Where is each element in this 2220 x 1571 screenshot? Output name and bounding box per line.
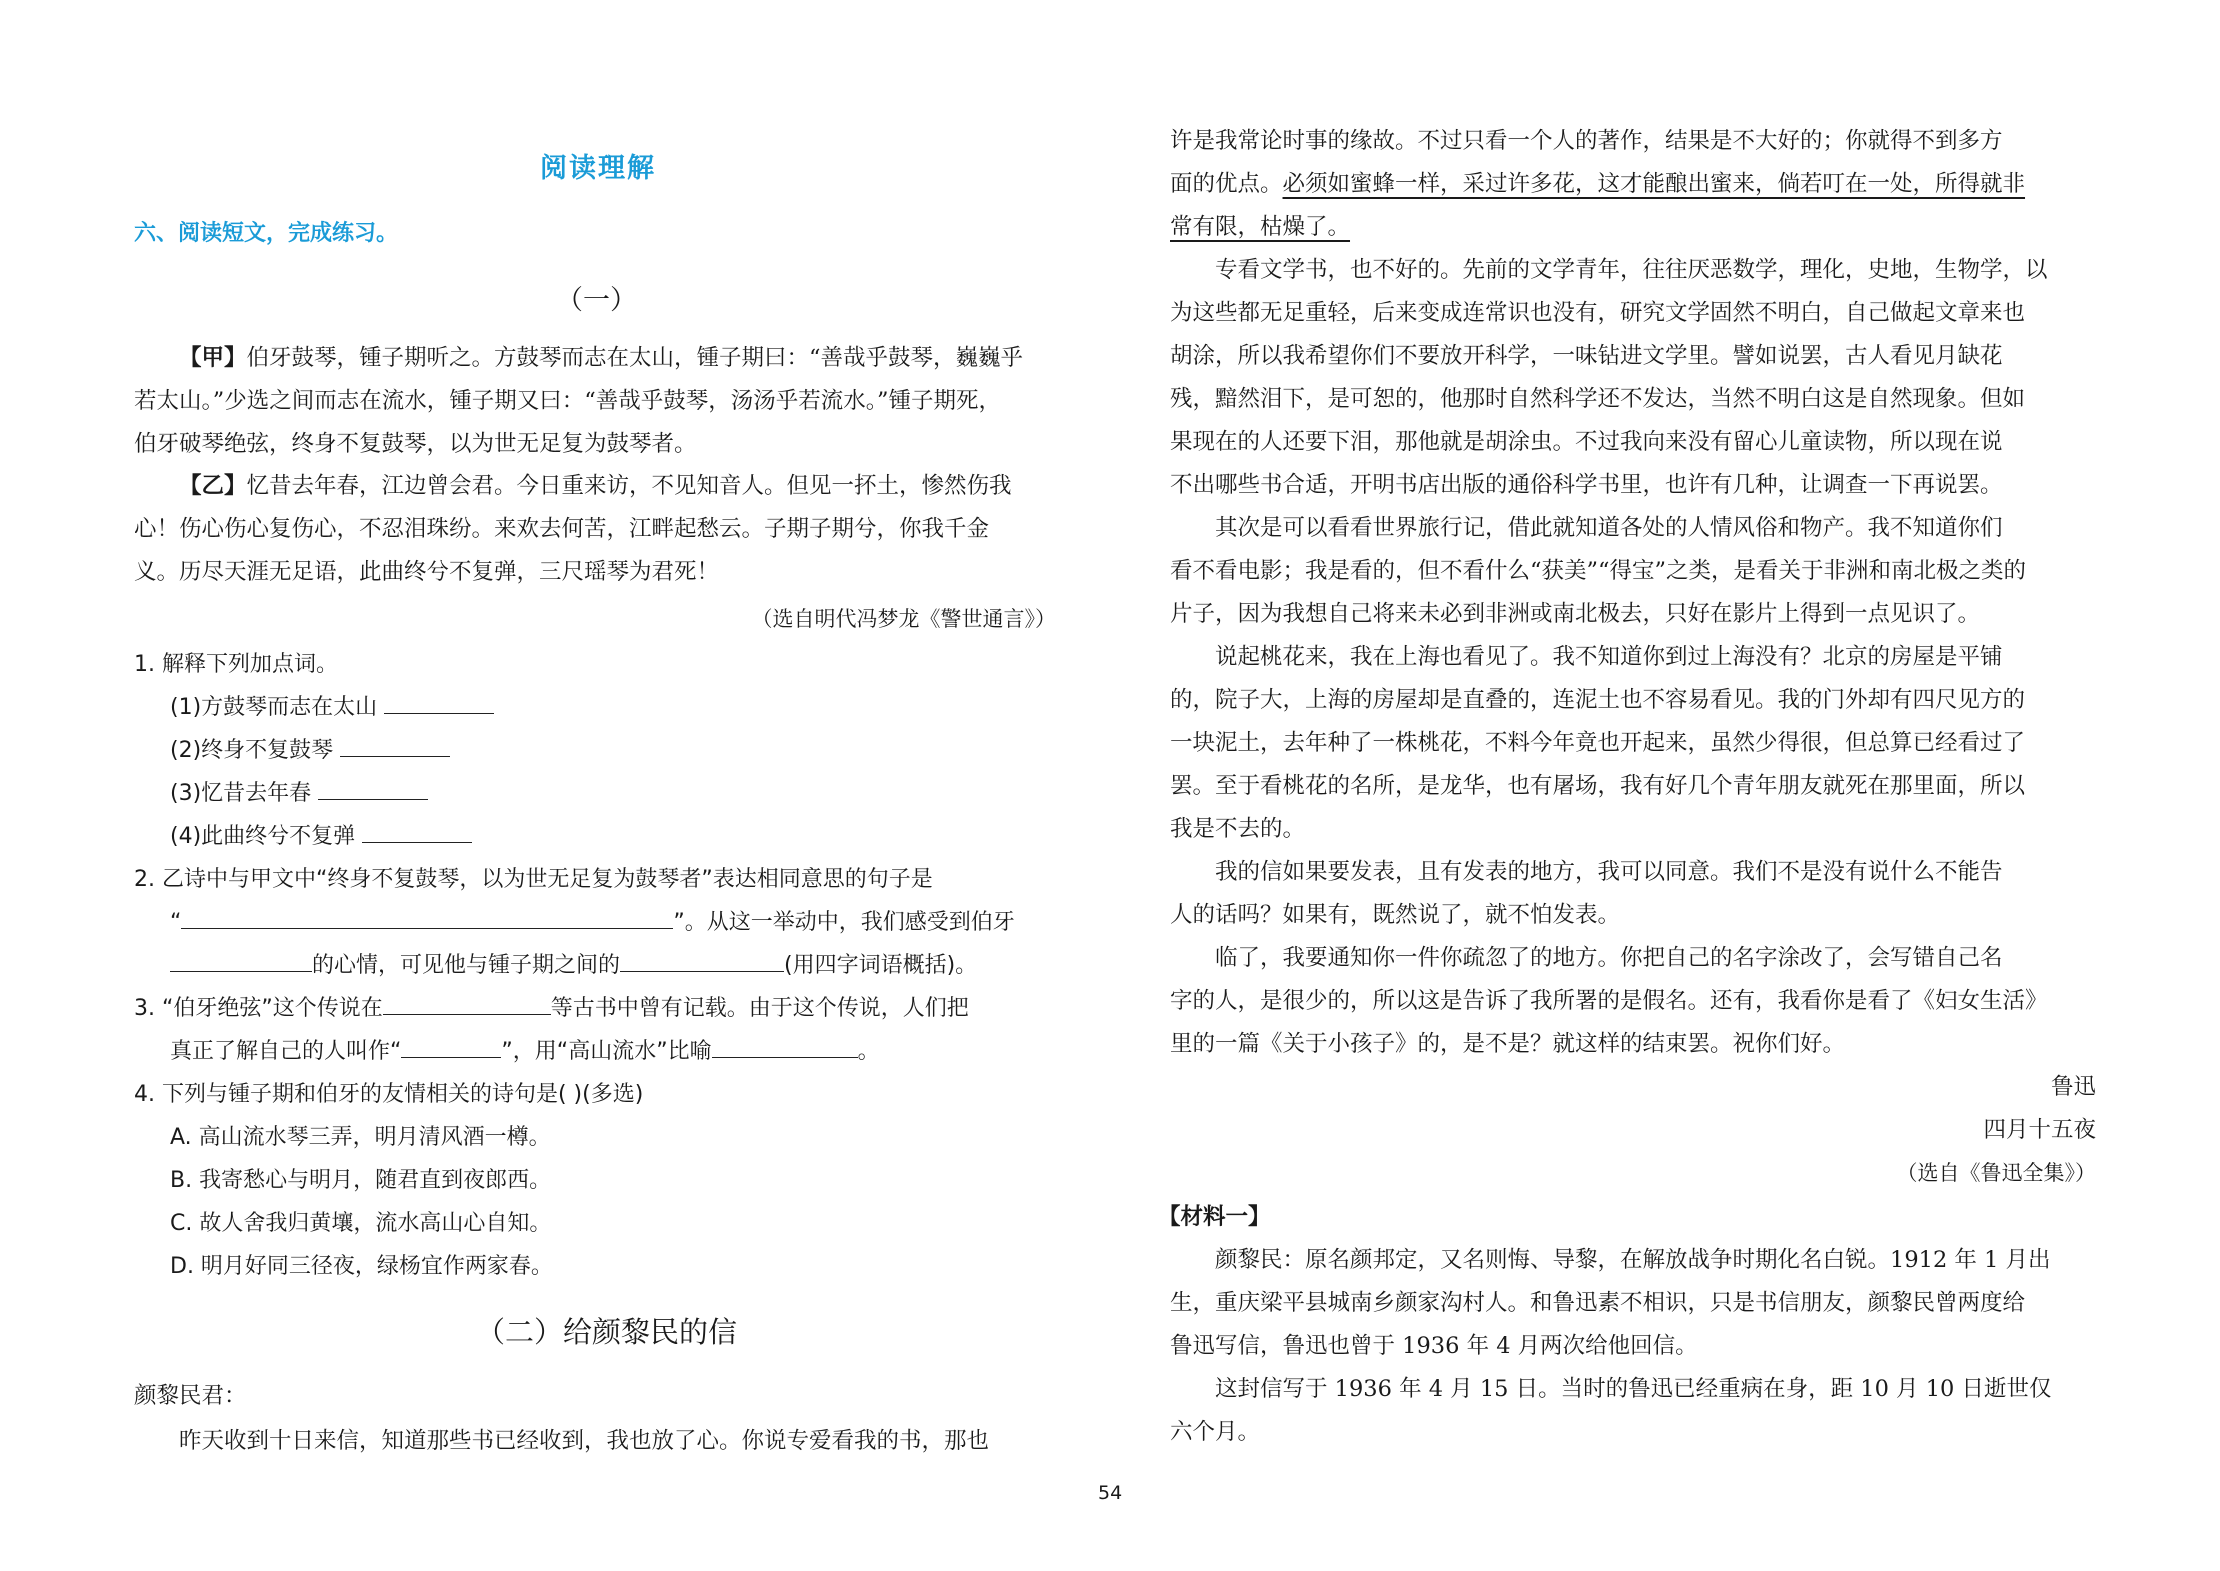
paragraph-line: 字的人，是很少的，所以这是告诉了我所署的是假名。还有，我看你是看了《妇女生活》	[1170, 988, 2048, 1014]
letter-line	[1170, 163, 2025, 206]
answer-blank[interactable]	[170, 949, 312, 972]
q1-item-1	[170, 690, 494, 721]
paragraph-line: 我是不去的。	[1170, 816, 1306, 842]
question-3	[134, 991, 969, 1022]
yi-label: 【乙】	[179, 473, 247, 499]
q3-text: ”，用“高山流水”比喻	[501, 1039, 712, 1064]
option-d[interactable]: D. 明月好同三径夜，绿杨宜作两家春。	[170, 1254, 553, 1279]
paragraph-line: 的，院子大，上海的房屋却是直叠的，连泥土也不容易看见。我的门外却有四尺见方的	[1170, 687, 2026, 713]
paragraph-line: 鲁迅写信，鲁迅也曾于 1936 年 4 月两次给他回信。	[1170, 1333, 1698, 1359]
passage-jia	[134, 337, 1056, 466]
paragraph-line: 果现在的人还要下泪，那他就是胡涂虫。不过我向来没有留心儿童读物，所以现在说	[1170, 429, 2003, 455]
quote-open: “	[170, 910, 182, 935]
paragraph-line: 颜黎民：原名颜邦定，又名则悔、导黎，在解放战争时期化名白锐。1912 年 1 月出	[1215, 1247, 2051, 1273]
q1-item-text: (1)方鼓琴而志在太山	[170, 695, 378, 720]
paragraph-line: 生，重庆梁平县城南乡颜家沟村人。和鲁迅素不相识，只是书信朋友，颜黎民曾两度给	[1170, 1290, 2026, 1316]
q3-text: 真正了解自己的人叫作“	[170, 1039, 402, 1064]
exercise-instruction: 六、阅读短文，完成练习。	[134, 221, 399, 246]
source-note-2: （选自《鲁迅全集》）	[1896, 1161, 2096, 1185]
answer-blank[interactable]	[362, 820, 472, 843]
letter-paragraph-travel	[1170, 507, 2096, 636]
letter-signature: 鲁迅	[2050, 1074, 2096, 1100]
question-2-line-3	[170, 948, 977, 979]
material-paragraph-bio	[1170, 1239, 2096, 1368]
paragraph-line: 说起桃花来，我在上海也看见了。我不知道你到过上海没有？北京的房屋是平铺	[1215, 644, 2003, 670]
paragraph-line: 临了，我要通知你一件你疏忽了的地方。你把自己的名字涂改了，会写错自己名	[1215, 945, 2003, 971]
option-b[interactable]: B. 我寄愁心与明月，随君直到夜郎西。	[170, 1168, 552, 1193]
paragraph-line: 不出哪些书合适，开明书店出版的通俗科学书里，也许有几种，让调查一下再说罢。	[1170, 472, 2003, 498]
question-2: 2. 乙诗中与甲文中“终身不复鼓琴，以为世无足复为鼓琴者”表达相同意思的句子是	[134, 867, 933, 892]
question-2-line-2	[170, 905, 1015, 936]
q3-text: 等古书中曾有记载。由于这个传说，人们把	[550, 996, 969, 1021]
q1-item-text: (3)忆昔去年春	[170, 781, 312, 806]
letter-date: 四月十五夜	[1983, 1117, 2096, 1143]
page-number: 54	[1098, 1482, 1123, 1504]
letter-paragraph-publish	[1170, 851, 2096, 937]
q2-text: 的心情，可见他与锺子期之间的	[312, 953, 621, 978]
answer-blank[interactable]	[401, 1035, 501, 1058]
paragraph-line: 残，黯然泪下，是可恕的，他那时自然科学还不发达，当然不明白这是自然现象。但如	[1170, 386, 2026, 412]
answer-blank[interactable]	[384, 691, 494, 714]
option-c[interactable]: C. 故人舍我归黄壤，流水高山心自知。	[170, 1211, 552, 1236]
answer-blank[interactable]	[620, 949, 784, 972]
option-a[interactable]: A. 高山流水琴三弄，明月清风酒一樽。	[170, 1125, 551, 1150]
paragraph-line: 看不看电影；我是看的，但不看什么“获美”“得宝”之类，是看关于非洲和南北极之类的	[1170, 558, 2027, 584]
q1-item-text: (4)此曲终兮不复弹	[170, 824, 356, 849]
question-3-line-2	[170, 1034, 880, 1065]
letter-line: 许是我常论时事的缘故。不过只看一个人的著作，结果是不大好的；你就得不到多方	[1170, 128, 2003, 154]
letter-paragraph-closing	[1170, 937, 2096, 1066]
source-note-1: （选自明代冯梦龙《警世通言》）	[751, 607, 1056, 631]
paragraph-line: 罢。至于看桃花的名所，是龙华，也有屠场，我有好几个青年朋友就死在那里面，所以	[1170, 773, 2026, 799]
q2-text: (用四字词语概括)。	[784, 953, 978, 978]
letter-line	[1170, 206, 1350, 249]
paragraph-line: 专看文学书，也不好的。先前的文学青年，往往厌恶数学，理化，史地，生物学，以	[1215, 257, 2048, 283]
question-1: 1. 解释下列加点词。	[134, 652, 338, 677]
jia-line: 伯牙破琴绝弦，终身不复鼓琴，以为世无足复为鼓琴者。	[134, 431, 697, 457]
q1-item-2	[170, 733, 450, 764]
question-4: 4. 下列与锺子期和伯牙的友情相关的诗句是( )(多选)	[134, 1082, 644, 1107]
yi-line: 义。历尽天涯无足语，此曲终兮不复弹，三尺瑶琴为君死！	[134, 559, 720, 585]
paragraph-line: 为这些都无足重轻，后来变成连常识也没有，研究文学固然不明白，自己做起文章来也	[1170, 300, 2026, 326]
paragraph-line: 我的信如果要发表，且有发表的地方，我可以同意。我们不是没有说什么不能告	[1215, 859, 2003, 885]
letter-opening: 昨天收到十日来信，知道那些书已经收到，我也放了心。你说专爱看我的书，那也	[179, 1428, 990, 1454]
q1-item-4	[170, 819, 472, 850]
part-two-title: （二）给颜黎民的信	[476, 1315, 738, 1349]
answer-blank[interactable]	[181, 906, 673, 929]
section-title: 阅读理解	[540, 153, 656, 184]
paragraph-line: 其次是可以看看世界旅行记，借此就知道各处的人情风俗和物产。我不知道你们	[1215, 515, 2003, 541]
paragraph-line: 六个月。	[1170, 1419, 1261, 1445]
yi-line: 心！伤心伤心复伤心，不忍泪珠纷。来欢去何苦，江畔起愁云。子期子期兮，你我千金	[134, 516, 990, 542]
paragraph-line: 片子，因为我想自己将来未必到非洲或南北极去，只好在影片上得到一点见识了。	[1170, 601, 1981, 627]
paragraph-line: 胡涂，所以我希望你们不要放开科学，一味钻进文学里。譬如说罢，古人看见月缺花	[1170, 343, 2003, 369]
q3-text: 3. “伯牙绝弦”这个传说在	[134, 996, 383, 1021]
answer-blank[interactable]	[318, 777, 428, 800]
paragraph-line: 一块泥土，去年种了一株桃花，不料今年竟也开起来，虽然少得很，但总算已经看过了	[1170, 730, 2026, 756]
poem-yi	[134, 465, 1056, 594]
yi-line: 忆昔去年春，江边曾会君。今日重来访，不见知音人。但见一抔土，惨然伤我	[246, 473, 1012, 499]
jia-label: 【甲】	[179, 345, 247, 371]
paragraph-line: 这封信写于 1936 年 4 月 15 日。当时的鲁迅已经重病在身，距 10 月 10 日逝世仅	[1215, 1376, 2052, 1402]
answer-blank[interactable]	[383, 992, 551, 1015]
jia-line: 若太山。”少选之间而志在流水，锺子期又曰：“善哉乎鼓琴，汤汤乎若流水。”锺子期死，	[134, 388, 1002, 414]
letter-text: 面的优点。	[1170, 171, 1283, 197]
paragraph-line: 里的一篇《关于小孩子》的，是不是？就这样的结束罢。祝你们好。	[1170, 1031, 1846, 1057]
q1-item-text: (2)终身不复鼓琴	[170, 738, 334, 763]
underlined-sentence: 常有限，枯燥了。	[1170, 214, 1351, 240]
answer-blank[interactable]	[340, 734, 450, 757]
answer-blank[interactable]	[712, 1035, 858, 1058]
letter-salutation: 颜黎民君：	[134, 1383, 247, 1409]
material-paragraph-date	[1170, 1368, 2096, 1454]
underlined-sentence: 必须如蜜蜂一样，采过许多花，这才能酿出蜜来，倘若叮在一处，所得就非	[1282, 171, 2026, 197]
part-one-title: （一）	[556, 285, 637, 316]
letter-paragraph-peach	[1170, 636, 2096, 851]
paragraph-line: 人的话吗？如果有，既然说了，就不怕发表。	[1170, 902, 1621, 928]
q1-item-3	[170, 776, 428, 807]
jia-line: 伯牙鼓琴，锺子期听之。方鼓琴而志在太山，锺子期曰：“善哉乎鼓琴，巍巍乎	[246, 345, 1024, 371]
q3-text: 。	[857, 1039, 880, 1064]
q2-text: ”。从这一举动中，我们感受到伯牙	[673, 910, 1015, 935]
letter-paragraph-science	[1170, 249, 2096, 507]
material-label: 【材料一】	[1158, 1204, 1271, 1230]
